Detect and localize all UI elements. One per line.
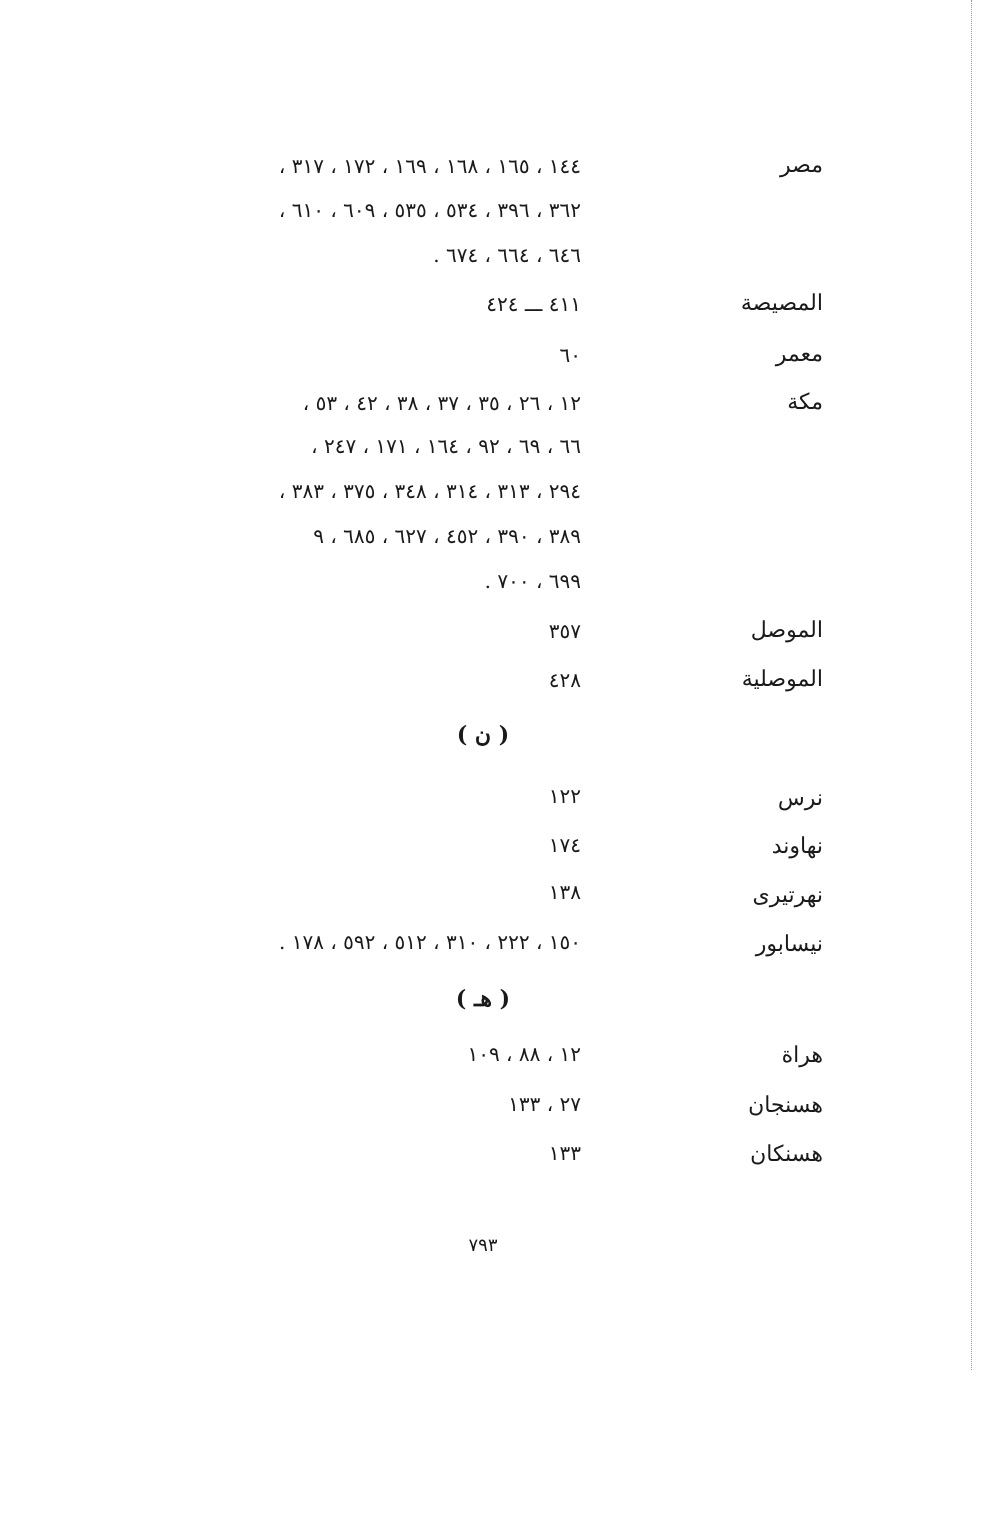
index-term-massisa: المصيصة xyxy=(740,291,823,316)
index-term-mosul: الموصل xyxy=(750,618,823,643)
index-pages-line: ٣٦٢ ، ٣٩٦ ، ٥٣٤ ، ٥٣٥ ، ٦٠٩ ، ٦١٠ ، xyxy=(278,198,581,222)
index-pages-line: ٤١١ ـــ ٤٢٤ xyxy=(486,292,581,316)
index-pages-line: ٣٨٩ ، ٣٩٠ ، ٤٥٢ ، ٦٢٧ ، ٦٨٥ ، ٩ xyxy=(313,524,581,548)
index-pages-line: ٤٢٨ xyxy=(548,668,581,692)
page-number: ٧٩٣ xyxy=(468,1235,498,1256)
index-pages-line: ٦٩٩ ، ٧٠٠ . xyxy=(484,569,581,593)
index-term-hasankan: هسنكان xyxy=(750,1142,823,1167)
index-pages-line: ٣٥٧ xyxy=(548,619,581,643)
section-heading-nun: ( ن ) xyxy=(456,722,510,748)
index-term-nars: نرس xyxy=(777,786,823,811)
index-pages-line: ١٢ ، ٢٦ ، ٣٥ ، ٣٧ ، ٣٨ ، ٤٢ ، ٥٣ ، xyxy=(302,391,581,415)
index-term-makka: مكة xyxy=(787,390,823,415)
index-term-mamar: معمر xyxy=(775,342,823,367)
index-pages-line: ١٤٤ ، ١٦٥ ، ١٦٨ ، ١٦٩ ، ١٧٢ ، ٣١٧ ، xyxy=(278,154,581,178)
index-pages-line: ١٢٢ xyxy=(548,784,581,808)
index-pages-line: ١٢ ، ٨٨ ، ١٠٩ xyxy=(467,1042,581,1066)
index-pages-line: ٦٤٦ ، ٦٦٤ ، ٦٧٤ . xyxy=(433,243,581,267)
index-pages-line: ١٣٣ xyxy=(548,1141,581,1165)
index-pages-line: ١٥٠ ، ٢٢٢ ، ٣١٠ ، ٥١٢ ، ٥٩٢ ، ١٧٨ . xyxy=(279,930,581,954)
index-pages-line: ٢٧ ، ١٣٣ xyxy=(508,1092,581,1116)
section-heading-ha: ( هـ ) xyxy=(455,986,511,1012)
index-pages-line: ٢٩٤ ، ٣١٣ ، ٣١٤ ، ٣٤٨ ، ٣٧٥ ، ٣٨٣ ، xyxy=(278,479,581,503)
index-pages-line: ١٣٨ xyxy=(548,880,581,904)
index-pages-line: ٦٦ ، ٦٩ ، ٩٢ ، ١٦٤ ، ١٧١ ، ٢٤٧ ، xyxy=(311,434,581,458)
page-edge-dots xyxy=(971,0,972,1370)
index-term-mawsiliyya: الموصلية xyxy=(741,667,823,692)
index-term-hasanjan: هسنجان xyxy=(748,1093,823,1118)
index-term-nahawand: نهاوند xyxy=(771,834,823,859)
index-pages-line: ٦٠ xyxy=(559,343,581,367)
index-term-nahr-tiri: نهرتيرى xyxy=(752,883,823,908)
index-term-misr: مصر xyxy=(779,153,823,178)
index-term-nishapur: نيسابور xyxy=(755,932,823,957)
index-term-herat: هراة xyxy=(781,1043,823,1068)
index-pages-line: ١٧٤ xyxy=(548,833,581,857)
